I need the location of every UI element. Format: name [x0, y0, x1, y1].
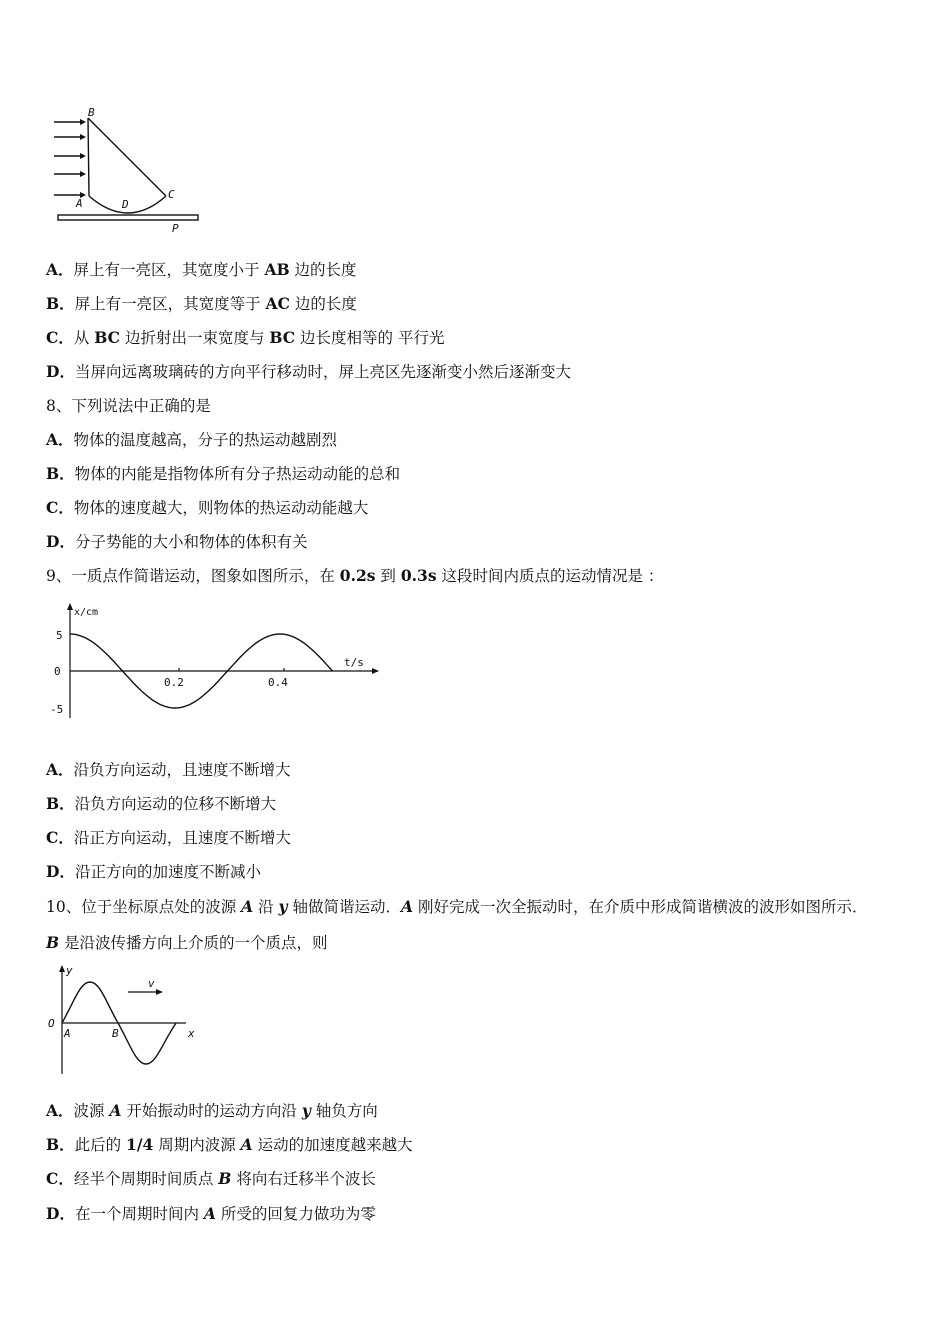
q10-option-a: A．波源 A 开始振动时的运动方向沿 y 轴负方向 [46, 1101, 378, 1120]
y-axis-label: x/cm [74, 607, 99, 618]
wave-label-b: B [112, 1027, 119, 1040]
screen-p [58, 215, 198, 220]
wave-label-y: y [66, 964, 73, 977]
q9-option-a: A．沿负方向运动，且速度不断增大 [46, 760, 291, 779]
label-c: C [168, 188, 175, 201]
shm-graph [48, 600, 388, 725]
q8-option-c: C．物体的速度越大，则物体的热运动动能越大 [46, 498, 369, 517]
q8-stem: 8、下列说法中正确的是 [46, 397, 211, 415]
x-axis-arrow [372, 668, 379, 674]
q9-stem: 9、一质点作简谐运动，图象如图所示，在 0.2s 到 0.3s 这段时间内质点的运动情况是 ： [46, 566, 664, 585]
q10-option-c: C．经半个周期时间质点 B 将向右迁移半个波长 [46, 1169, 376, 1188]
q7-option-a: A．屏上有一亮区，其宽度小于 AB 边的长度 [46, 260, 357, 279]
label-a: A [76, 197, 83, 210]
q7-option-b: B．屏上有一亮区，其宽度等于 AC 边的长度 [46, 294, 357, 313]
q8-option-d: D．分子势能的大小和物体的体积有关 [46, 532, 308, 551]
prism-figure [50, 104, 210, 236]
y-axis-arrow [67, 603, 73, 610]
y-tick-0: 0 [54, 665, 61, 678]
x-tick-0-4: 0.4 [268, 676, 288, 689]
x-tick-0-2: 0.2 [164, 676, 184, 689]
label-d: D [122, 198, 129, 211]
label-p: P [172, 222, 179, 235]
wave-label-o: O [48, 1017, 55, 1030]
q10-stem-line1: 10、位于坐标原点处的波源 A 沿 y 轴做简谐运动．A 刚好完成一次全振动时，在介质中形成简谐横波的波形如图所示． [46, 897, 868, 916]
label-b: B [88, 106, 95, 119]
x-axis-label: t/s [344, 656, 364, 669]
prism-edge-ab [88, 118, 89, 196]
prism-edge-bc [88, 118, 166, 196]
wave-y-axis-arrow [59, 965, 65, 972]
q9-option-c: C．沿正方向运动，且速度不断增大 [46, 828, 291, 847]
q8-option-b: B．物体的内能是指物体所有分子热运动动能的总和 [46, 464, 401, 483]
q10-stem-line2: B 是沿波传播方向上介质的一个质点，则 [46, 933, 328, 952]
wave-label-x: x [188, 1027, 195, 1040]
q10-option-b: B．此后的 1/4 周期内波源 A 运动的加速度越来越大 [46, 1135, 413, 1154]
velocity-arrow-head [156, 989, 163, 995]
q9-option-d: D．沿正方向的加速度不断减小 [46, 862, 261, 881]
wave-label-v: v [148, 977, 155, 990]
q8-option-a: A．物体的温度越高，分子的热运动越剧烈 [46, 430, 338, 449]
wave-label-a: A [64, 1027, 71, 1040]
wave-figure [44, 962, 204, 1077]
q9-option-b: B．沿负方向运动的位移不断增大 [46, 794, 277, 813]
y-tick-neg5: -5 [50, 703, 64, 716]
q10-option-d: D．在一个周期时间内 A 所受的回复力做功为零 [46, 1204, 376, 1223]
y-tick-5: 5 [56, 629, 63, 642]
q7-option-c: C．从 BC 边折射出一束宽度与 BC 边长度相等的 平行光 [46, 328, 445, 347]
q7-option-d: D．当屏向远离玻璃砖的方向平行移动时，屏上亮区先逐渐变小然后逐渐变大 [46, 362, 571, 381]
